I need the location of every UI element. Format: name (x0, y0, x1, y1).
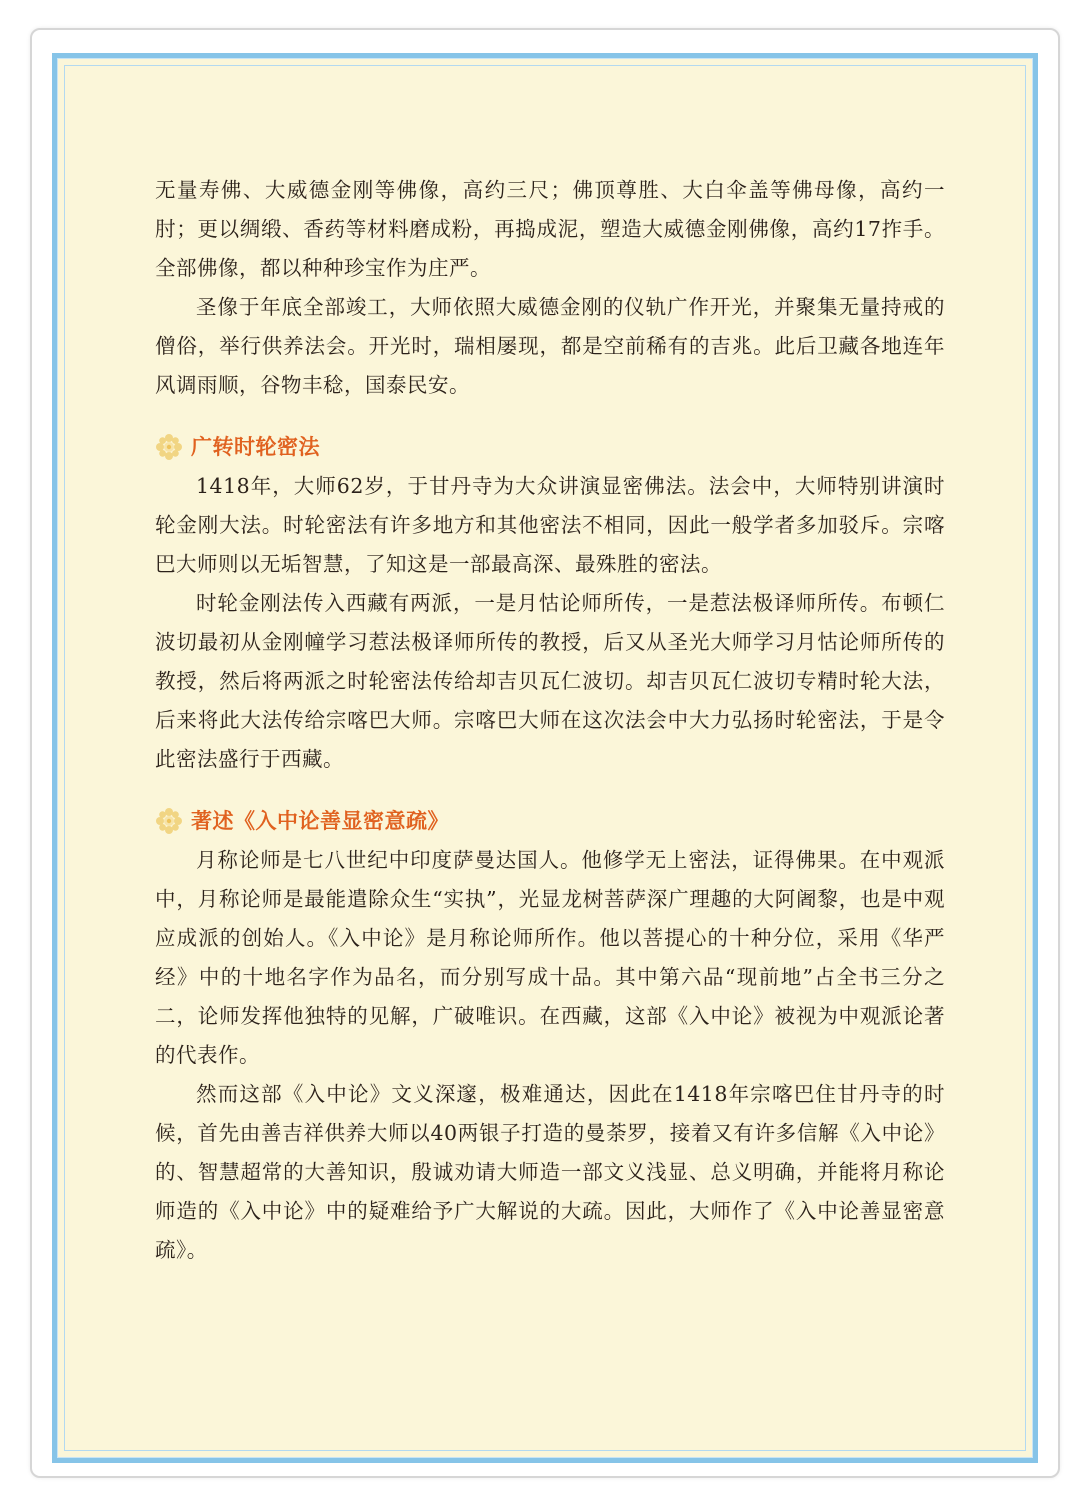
section-heading (155, 801, 945, 841)
paragraph: 时轮金刚法传入西藏有两派，一是月怙论师所传，一是惹法极译师所传。布顿仁波切最初从金刚幢学习惹法极译师所传的教授，后又从圣光大师学习月怙论师所传的教授，然后将两派之时轮密法传给却吉贝瓦仁波切。却吉贝瓦仁波切专精时轮大法，后来将此大法传给宗喀巴大师。宗喀巴大师在这次法会中大力弘扬时轮密法，于是令此密法盛行于西藏。 (155, 591, 945, 771)
flower-ornament-icon (155, 433, 183, 461)
paragraph: 然而这部《入中论》文义深邃，极难通达，因此在1418年宗喀巴住甘丹寺的时候，首先由善吉祥供养大师以40两银子打造的曼荼罗，接着又有许多信解《入中论》的、智慧超常的大善知识，殷诚劝请大师造一部文义浅显、总义明确，并能将月称论师造的《入中论》中的疑难给予广大解说的大疏。因此，大师作了《入中论善显密意疏》。 (155, 1082, 945, 1262)
paragraph: 圣像于年底全部竣工，大师依照大威德金刚的仪轨广作开光，并聚集无量持戒的僧俗，举行供养法会。开光时，瑞相屡现，都是空前稀有的吉兆。此后卫藏各地连年风调雨顺，谷物丰稔，国泰民安。 (155, 295, 945, 397)
paragraph: 1418年，大师62岁，于甘丹寺为大众讲演显密佛法。法会中，大师特别讲演时轮金刚大法。时轮密法有许多地方和其他密法不相同，因此一般学者多加驳斥。宗喀巴大师则以无垢智慧，了知这是一部最高深、最殊胜的密法。 (155, 474, 945, 576)
paragraph: 无量寿佛、大威德金刚等佛像，高约三尺；佛顶尊胜、大白伞盖等佛母像，高约一肘；更以绸缎、香药等材料磨成粉，再捣成泥，塑造大威德金刚佛像，高约17拃手。全部佛像，都以种种珍宝作为庄严。 (155, 178, 945, 280)
section-heading-title: 著述《入中论善显密意疏》 (191, 808, 449, 833)
section-heading (155, 427, 945, 467)
paragraph: 月称论师是七八世纪中印度萨曼达国人。他修学无上密法，证得佛果。在中观派中，月称论师是最能遣除众生“实执”，光显龙树菩萨深广理趣的大阿阇黎，也是中观应成派的创始人。《入中论》是月称论师所作。他以菩提心的十种分位，采用《华严经》中的十地名字作为品名，而分别写成十品。其中第六品“现前地”占全书三分之二，论师发挥他独特的见解，广破唯识。在西藏，这部《入中论》被视为中观派论著的代表作。 (155, 848, 945, 1067)
section-heading-title: 广转时轮密法 (191, 434, 320, 459)
article-body (155, 171, 945, 1270)
flower-ornament-icon (155, 807, 183, 835)
